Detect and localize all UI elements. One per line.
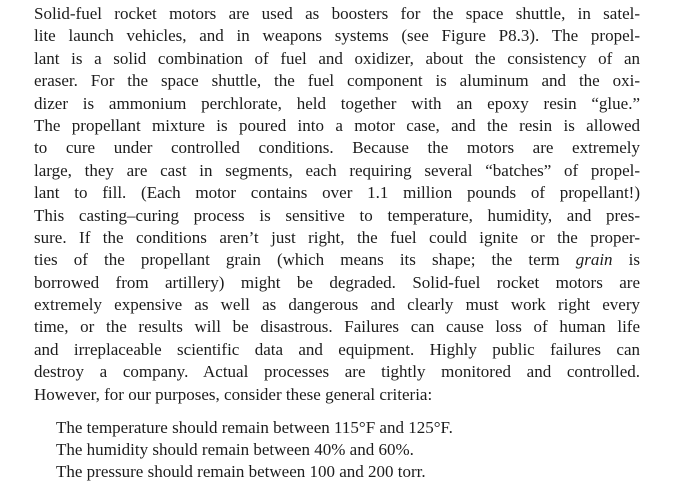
paragraph-line: This casting–curing process is sensitive to temperature, humidity, and pres- [34,205,640,225]
criteria-list [34,417,640,482]
emphasized-term: grain [575,250,613,270]
paragraph-line: extremely expensive as well as dangerous and clearly must work right every [34,295,640,315]
paragraph-line: dizer is ammonium perchlorate, held together with an epoxy resin “glue.” [34,93,640,113]
paragraph-line: eraser. For the space shuttle, the fuel component is aluminum and the oxi- [34,71,640,91]
paragraph-line: to cure under controlled conditions. Because the motors are extremely [34,138,640,158]
body-paragraph [34,3,640,406]
line-text: is [612,250,641,270]
criteria-item-pressure: The pressure should remain between 100 and 200 torr. [56,461,426,481]
paragraph-line: lant is a solid combination of fuel and oxidizer, about the consistency of an [34,48,640,68]
paragraph-line: and irreplaceable scientific data and equipment. Highly public failures can [34,339,640,359]
paragraph-line: large, they are cast in segments, each requiring several “batches” of propel- [34,160,640,180]
paragraph-line: The propellant mixture is poured into a motor case, and the resin is allowed [34,115,640,135]
line-text: ties of the propellant grain (which means its shape; the term [34,250,576,270]
paragraph-line: borrowed from artillery) might be degraded. Solid-fuel rocket motors are [34,272,640,292]
paragraph-line: sure. If the conditions aren’t just right, the fuel could ignite or the proper- [34,227,640,247]
criteria-item-temperature: The temperature should remain between 115°F and 125°F. [56,418,453,438]
paragraph-line-with-emphasis [34,249,640,271]
paragraph-line: However, for our purposes, consider these general criteria: [34,384,433,404]
paragraph-line: destroy a company. Actual processes are tightly monitored and controlled. [34,362,640,382]
document-page [34,3,640,482]
paragraph-line: Solid-fuel rocket motors are used as boosters for the space shuttle, in satel- [34,4,640,23]
criteria-item-humidity: The humidity should remain between 40% and 60%. [56,439,414,459]
paragraph-line: time, or the results will be disastrous. Failures can cause loss of human life [34,317,640,337]
paragraph-line: lite launch vehicles, and in weapons systems (see Figure P8.3). The propel- [34,26,640,46]
paragraph-line: lant to fill. (Each motor contains over 1.1 million pounds of propellant!) [34,183,640,203]
